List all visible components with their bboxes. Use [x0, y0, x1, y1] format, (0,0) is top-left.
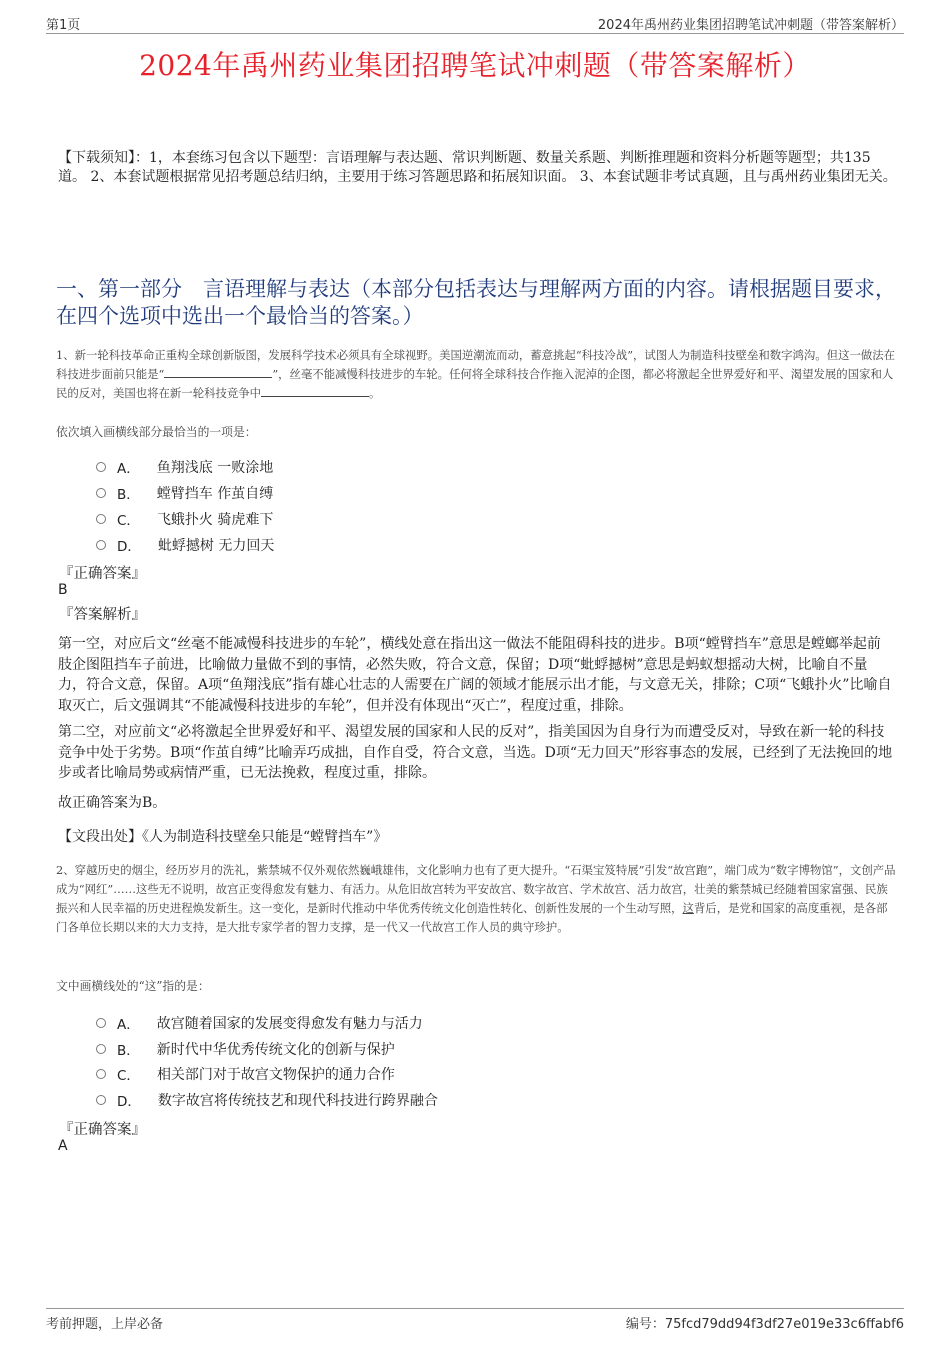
radio-icon[interactable] [96, 462, 106, 472]
q1-answer: B [58, 582, 68, 598]
q2-stem-part-a: 2、穿越历史的烟尘，经历岁月的洗礼，紫禁城不仅外观依然巍峨雄伟，文化影响力也有了更大提升。“石渠宝笈特展”引发“故宫跑”，端门成为“数字博物馆”，文创产品成为“网红”……这些无不说明，故宫正变得愈发有魅力、有活力。从危旧故宫转为平安故宫、数字故宫、学术故宫、活力故宫，壮美的紫禁城已经随着国家富强、民族振兴和人民幸福的历史进程焕发新生。这一变化，是新时代推动中华优秀传统文化创造性转化、创新性发展的一个生动写照， [56, 863, 896, 915]
radio-icon[interactable] [96, 540, 106, 550]
option-text: 新时代中华优秀传统文化的创新与保护 [156, 1042, 395, 1058]
option-letter: A． [117, 1017, 140, 1033]
q1-option-c[interactable] [96, 509, 273, 529]
radio-icon[interactable] [96, 1018, 106, 1028]
option-letter: D． [117, 539, 141, 555]
q2-underlined-word: 这 [682, 901, 694, 915]
footer-doc-id: 编号：75fcd79dd94f3df27e019e33c6ffabf6 [625, 1317, 904, 1332]
q1-analysis-paragraph-1: 第一空，对应后文“丝毫不能减慢科技进步的车轮”，横线处意在指出这一做法不能阻碍科技的进步。B项“螳臂挡车”意思是螳螂举起前肢企图阻挡车子前进，比喻做力量做不到的事情，必然失败，符合文意，保留；D项“蚍蜉撼树”意思是蚂蚁想摇动大树，比喻自不量力，符合文意，保留。A项“鱼翔浅底”指有雄心壮志的人需要在广阔的领域才能展示出才能，与文意无关，排除；C项“飞蛾扑火”比喻自取灭亡，后文强调其“不能减慢科技进步的车轮”，但并没有体现出“灭亡”，程度过重，排除。 [58, 636, 892, 714]
q1-blank-2 [261, 386, 369, 397]
section-title: 一、第一部分 言语理解与表达（本部分包括表达与理解两方面的内容。请根据题目要求，在四个选项中选出一个最恰当的答案。） [56, 277, 896, 328]
option-text: 鱼翔浅底 一败涂地 [156, 460, 274, 476]
radio-icon[interactable] [96, 514, 106, 524]
q2-option-c[interactable] [96, 1064, 395, 1084]
option-text: 数字故宫将传统技艺和现代科技进行跨界融合 [157, 1093, 438, 1109]
download-notice: 【下载须知】：1，本套练习包含以下题型：言语理解与表达题、常识判断题、数量关系题、判断推理题和资料分析题等题型；共135道。 2、本套试题根据常见招考题总结归纳，主要用于练习答题思路和拓展知识面。 3、本套试题非考试真题，且与禹州药业集团无关。 [58, 150, 897, 185]
radio-icon[interactable] [96, 488, 106, 498]
q1-answer-label: 『正确答案』 [59, 566, 146, 582]
page-number: 第1页 [46, 18, 81, 33]
option-text: 蚍蜉撼树 无力回天 [157, 538, 275, 554]
q1-stem-part-b: ”，丝毫不能减慢科技进步的车轮。任何将全球科技合作拖入泥淖的企图，都必将激起全世界爱好和平、渴望发展的国家和人民的反对，美国也将在新一轮科技竞争中 [56, 367, 894, 400]
option-text: 故宫随着国家的发展变得愈发有魅力与活力 [156, 1016, 423, 1032]
q1-stem-part-c: 。 [369, 386, 381, 400]
option-text: 螳臂挡车 作茧自缚 [156, 486, 274, 502]
footer-slogan: 考前押题，上岸必备 [46, 1317, 164, 1332]
option-letter: C． [117, 1068, 140, 1084]
q1-source: 【文段出处】《人为制造科技壁垒只能是“螳臂挡车”》 [58, 829, 388, 845]
q1-conclusion: 故正确答案为B。 [58, 795, 167, 811]
option-letter: D． [117, 1094, 141, 1110]
q2-option-a[interactable] [96, 1013, 423, 1033]
q2-stem-part-b: 背后，是党和国家的高度重视，是各部门各单位长期以来的大力支持，是大批专家学者的智力支撑，是一代又一代故宫工作人员的典守珍护。 [56, 901, 888, 934]
radio-icon[interactable] [96, 1069, 106, 1079]
page-title: 2024年禹州药业集团招聘笔试冲刺题（带答案解析） [139, 49, 811, 82]
question-2-stem [56, 861, 896, 937]
radio-icon[interactable] [96, 1044, 106, 1054]
q2-option-b[interactable] [96, 1039, 395, 1059]
option-letter: B． [117, 487, 140, 503]
header-divider [46, 33, 904, 34]
radio-icon[interactable] [96, 1095, 106, 1105]
q1-stem-part-a: 1、新一轮科技革命正重构全球创新版图，发展科学技术必须具有全球视野。美国逆潮流而动，蓄意挑起“科技冷战”，试图人为制造科技壁垒和数字鸿沟。但这一做法在科技进步面前只能是“ [56, 348, 896, 381]
option-letter: A． [117, 461, 140, 477]
header-doc-title: 2024年禹州药业集团招聘笔试冲刺题（带答案解析） [597, 18, 904, 33]
option-letter: C． [117, 513, 140, 529]
q1-blank-1 [164, 367, 272, 378]
q1-analysis-label: 『答案解析』 [59, 607, 146, 623]
q2-option-d[interactable] [96, 1090, 438, 1110]
question-1-stem [56, 346, 896, 403]
q2-prompt: 文中画横线处的“这”指的是： [56, 979, 210, 993]
option-text: 飞蛾扑火 骑虎难下 [156, 512, 274, 528]
footer-divider [46, 1308, 904, 1309]
option-letter: B． [117, 1043, 140, 1059]
q1-option-b[interactable] [96, 483, 273, 503]
q1-analysis-paragraph-2: 第二空，对应前文“必将激起全世界爱好和平、渴望发展的国家和人民的反对”，指美国因为自身行为而遭受反对，导致在新一轮的科技竞争中处于劣势。B项“作茧自缚”比喻弄巧成拙，自作自受，符合文意，当选。D项“无力回天”形容事态的发展，已经到了无法挽回的地步或者比喻局势或病情严重，已无法挽救，程度过重，排除。 [58, 724, 893, 781]
q1-option-d[interactable] [96, 535, 274, 555]
q1-prompt: 依次填入画横线部分最恰当的一项是： [56, 425, 257, 439]
option-text: 相关部门对于故宫文物保护的通力合作 [156, 1067, 395, 1083]
q2-answer: A [58, 1138, 68, 1154]
q2-answer-label: 『正确答案』 [59, 1122, 146, 1138]
q1-option-a[interactable] [96, 457, 273, 477]
